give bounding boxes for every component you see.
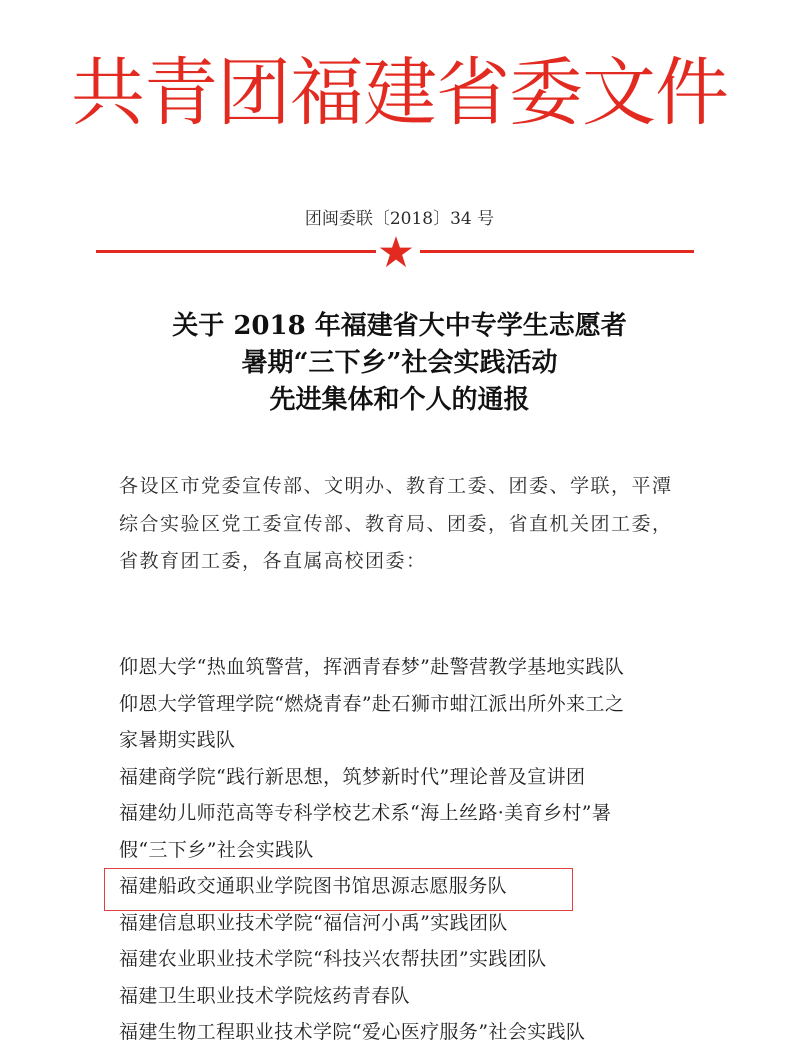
- award-line: 仰恩大学“热血筑警营，挥洒青春梦”赴警营教学基地实践队: [119, 656, 625, 678]
- document-header-title: 共青团福建省委文件: [71, 50, 728, 136]
- document-number: 团闽委联〔2018〕34 号: [304, 209, 495, 229]
- award-line: 假“三下乡”社会实践队: [119, 838, 314, 861]
- heading-line-3: 先进集体和个人的通报: [269, 385, 530, 415]
- award-line: 仰恩大学管理学院“燃烧青春”赴石狮市蚶江派出所外来工之: [119, 692, 625, 715]
- document-heading: [0, 308, 799, 419]
- award-line: 福建卫生职业技术学院炫药青春队: [119, 984, 411, 1007]
- star-icon: [378, 234, 414, 270]
- recipients-line: 各设区市党委宣传部、文明办、教育工委、团委、学联，平潭: [119, 475, 673, 497]
- highlight-box: [104, 868, 573, 911]
- recipients-line: 综合实验区党工委宣传部、教育局、团委，省直机关团工委，: [119, 512, 673, 535]
- award-line: 福建商学院“践行新思想，筑梦新时代”理论普及宣讲团: [119, 765, 586, 788]
- award-line: 福建生物工程职业技术学院“爱心医疗服务”社会实践队: [119, 1021, 586, 1043]
- heading-line-1: 关于 2018 年福建省大中专学生志愿者: [172, 311, 627, 341]
- recipients-line: 省教育团工委，各直属高校团委：: [119, 550, 427, 572]
- award-line: 家暑期实践队: [119, 729, 236, 751]
- award-line-highlighted: 福建船政交通职业学院图书馆思源志愿服务队: [119, 875, 508, 897]
- header-rule-right: [420, 250, 694, 253]
- header-rule-left: [96, 250, 376, 253]
- page-gap: [0, 578, 799, 608]
- recipients-paragraph: [119, 468, 709, 581]
- award-line: 福建幼儿师范高等专科学校艺术系“海上丝路·美育乡村”暑: [119, 802, 612, 824]
- awards-list: [119, 649, 719, 1051]
- award-line: 福建信息职业技术学院“福信河小禹”实践团队: [119, 911, 508, 934]
- heading-line-2: 暑期“三下乡”社会实践活动: [241, 348, 558, 378]
- award-line: 福建农业职业技术学院“科技兴农帮扶团”实践团队: [119, 948, 547, 970]
